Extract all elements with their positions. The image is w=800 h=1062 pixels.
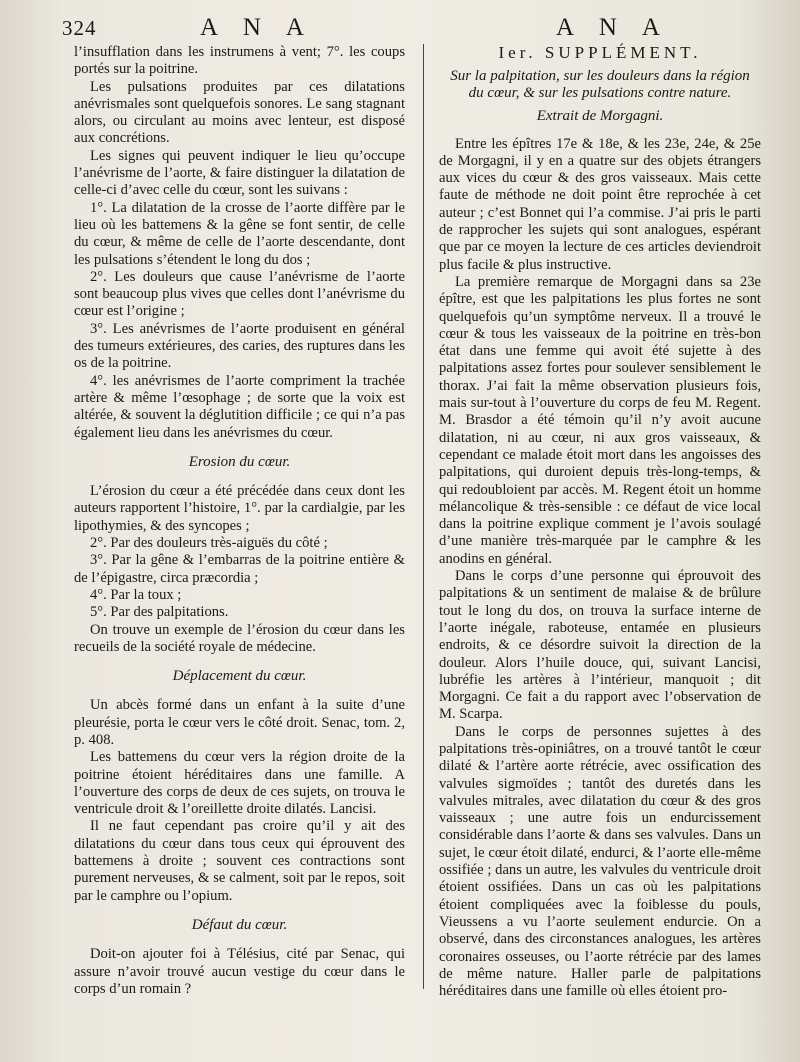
paragraph: Les signes qui peuvent indiquer le lieu qu’occupe l’anévrisme de l’aorte, & faire distinguer la dilatation de celle-ci d’avec celle du cœur, sont les suivans : [74,147,405,199]
list-item: 5°. Par des palpitations. [90,604,229,621]
supplement-source: Extrait de Morgagni. [536,108,664,125]
list-item: 3°. Par la gêne & l’embarras de la poitrine entière & de l’épigastre, circa præcordia ; [74,552,405,586]
list-item: 4°. Par la toux ; [90,586,182,603]
paragraph: Entre les épîtres 17e & 18e, & les 23e, 24e, & 25e de Morgagni, il y en a quatre sur des objets étrangers aux vices du cœur & des gros vaisseaux. Mais cette faute de méthode ne doit point être reprochée à cet auteur ; c’est Bonnet qui l’a commise. J’ai pris le parti de rapprocher les sujets qui sont analogues, espérant que par ce moyen la lecture de ces articles deviendroit plus facile & plus instructive. [439,135,761,273]
paragraph: l’insufflation dans les instrumens à vent; 7°. les coups portés sur la poitrine. [74,44,405,78]
supplement-subtitle: Sur la palpitation, sur les douleurs dans la région du cœur, & sur les pulsations contre nature. [450,68,750,102]
page-number: 324 [62,16,97,40]
list-item: 4°. les anévrismes de l’aorte compriment la trachée artère & même l’œsophage ; de sorte que la voix est altérée, & souvent la déglutition difficile ; ce qui n’a pas également lieu dans les anévrismes du cœur. [74,372,405,441]
running-title-right: A N A [556,14,670,41]
list-item: 1°. La dilatation de la crosse de l’aorte diffère par le lieu où les battemens & la gêne se font sentir, de celle du cœur, & même de celle de l’aorte descendante, dont les pulsations s’étendent le long du dos ; [74,199,405,268]
supplement-title: Ier. SUPPLÉMENT. [498,43,702,62]
paragraph: Un abcès formé dans un enfant à la suite d’une pleurésie, porta le cœur vers le côté droit. Senac, tom. 2, p. 408. [74,697,405,748]
list-item: 2°. Les douleurs que cause l’anévrisme de l’aorte sont beaucoup plus vives que celles dont l’anévrisme du cœur est l’origine ; [74,268,405,320]
section-heading-deplacement: Déplacement du cœur. [172,668,307,685]
list-item: 3°. Les anévrismes de l’aorte produisent en général des tumeurs extérieures, des caries, des ruptures dans les os de la poitrine. [74,320,405,372]
right-column [439,44,761,1000]
paragraph: Il ne faut cependant pas croire qu’il y ait des dilatations du cœur dans tous ceux qui éprouvent des battemens à droite ; souvent ces contractions sont purement nerveuses, & se calment, soit par le repos, soit par le camphre ou l’opium. [74,818,405,904]
paragraph: On trouve un exemple de l’érosion du cœur dans les recueils de la société royale de médecine. [74,621,405,655]
section-heading-erosion: Erosion du cœur. [188,453,291,470]
running-head [0,12,800,42]
paragraph: La première remarque de Morgagni dans sa 23e épître, est que les palpitations les plus fortes ne sont quelquefois qu’un symptôme nerveux. Il a trouvé le cœur & tous les vaisseaux de la poitrine en très-bon état dans une femme qui avoit été sujette à des palpitations assez fortes pour soulever sensiblement le thorax. J’ai fait la même observation plusieurs fois, mais sur-tout à l’ouverture du corps de feu M. Regent. M. Brasdor a été témoin qu’il n’y avoit aucune dilatation, ni au cœur, ni aux gros vaisseaux, & cependant ce malade étoit mort dans les angoisses des palpitations, qui duroient depuis très-long-temps, & qui redoubloient par accès. M. Regent étoit un homme mélancolique & très-sensible : ce défaut de vice local dans la poitrine explique comment je l’avois soulagé d’une manière très-marquée par le camphre & les anodins en général. [439,273,761,567]
column-divider [423,44,424,989]
list-item: 2°. Par des douleurs très-aiguës du côté ; [90,535,328,552]
paragraph: Dans le corps de personnes sujettes à des palpitations très-opiniâtres, on a trouvé tantôt le cœur dilaté & l’artère aorte rétrécie, avec ossification des valvules sigmoïdes ; tantôt des duretés dans les valvules mitrales, avec dilatation du cœur & des gros vaisseaux ; une autre fois un endurcissement considérable dans l’aorte & dans ses valvules. Dans un sujet, le cœur étoit dilaté, endurci, & l’aorte elle-même ossifiée ; dans un autre, les valvules du ventricule droit étoient ossifiées. Dans un cas où les palpitations étoient compliquées avec la foiblesse du pouls, Vieussens a vu l’aorte seulement endurcie. On a observé, dans des circonstances analogues, les artères coronaires osseuses, ou l’aorte rétrécie par des lames de même nature. Haller parle de palpitations héréditaires dans une famille où elles étoient pro- [439,723,761,1000]
paragraph: Les battemens du cœur vers la région droite de la poitrine étoient héréditaires dans une famille. A l’ouverture des corps de deux de ces sujets, on trouva le ventricule droit & l’oreillette droite dilatés. Lancisi. [74,749,405,818]
running-title-left: A N A [200,14,314,41]
section-heading-defaut: Défaut du cœur. [191,916,288,933]
paragraph: Les pulsations produites par ces dilatations anévrismales sont quelquefois sonores. Le sang stagnant alors, ou circulant au moins avec lenteur, est disposé aux concrétions. [74,78,405,147]
paragraph: L’érosion du cœur a été précédée dans ceux dont les auteurs rapportent l’histoire, 1°. par la cardialgie, par les lipothymies, & des syncopes ; [74,483,405,534]
left-column [74,44,405,998]
paragraph: Dans le corps d’une personne qui éprouvoit des palpitations & un sentiment de malaise & de brûlure tout le long du dos, on trouva la surface interne de l’aorte inégale, raboteuse, entamée en plusieurs endroits, & ce désordre suivoit la direction de la douleur. Alors l’huile douce, qui, suivant Lancisi, lubréfie les artères à l’intérieur, manquoit ; dit Morgagni. Ce fait a du rapport avec l’observation de M. Scarpa. [439,568,761,723]
paragraph: Doit-on ajouter foi à Télésius, cité par Senac, qui assure n’avoir trouvé aucun vestige du cœur dans le corps d’un romain ? [74,946,405,997]
